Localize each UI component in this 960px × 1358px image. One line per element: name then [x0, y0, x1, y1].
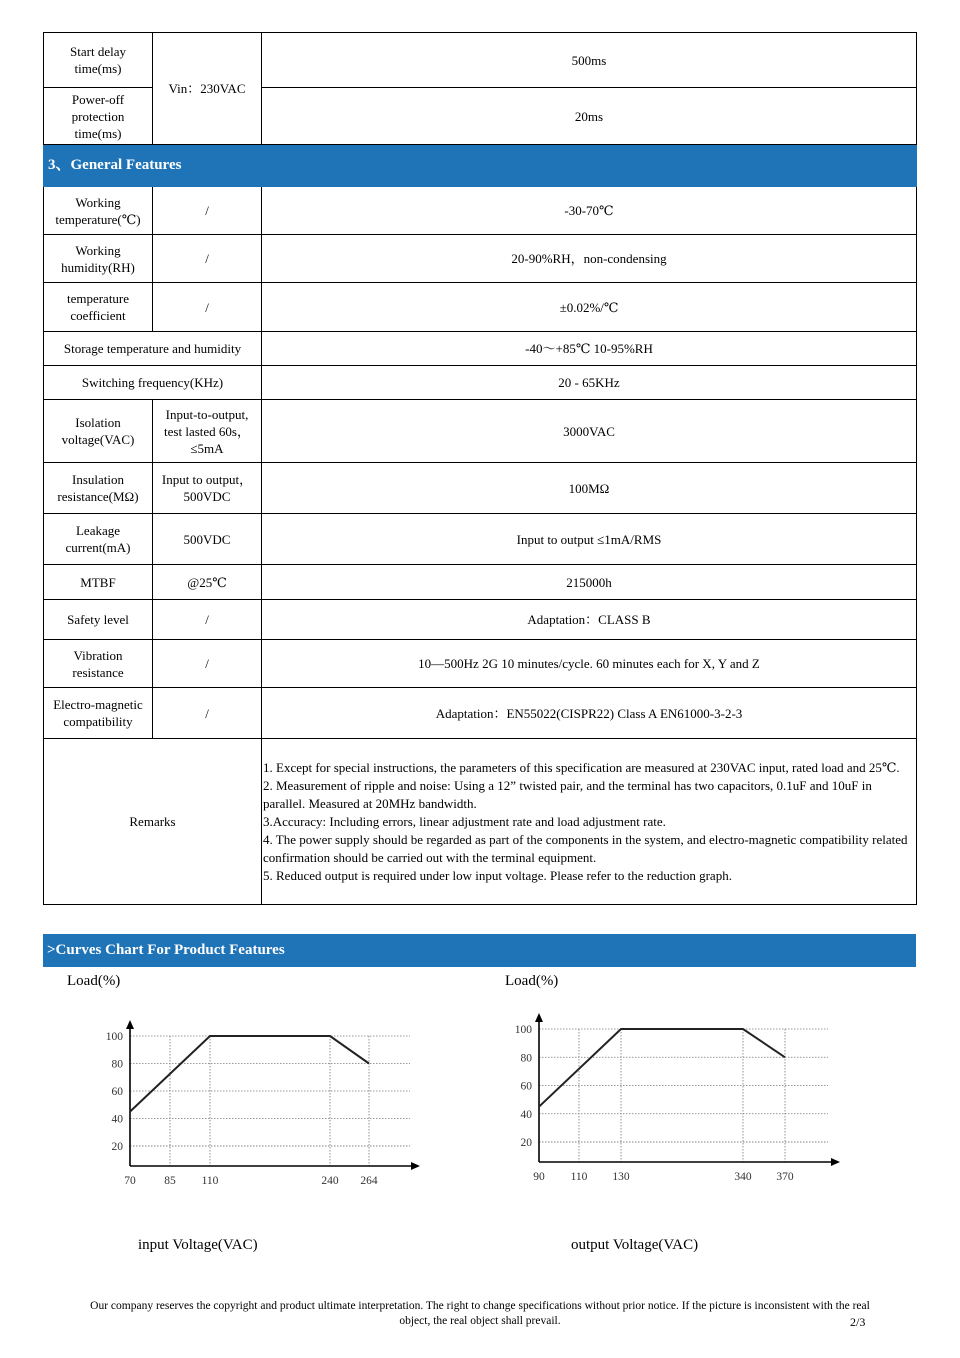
x-tick-label: 70	[124, 1175, 136, 1187]
remark-item: 2. Measurement of ripple and noise: Using a 12” twisted pair, and the terminal has two capacitors, 0.1uF and 10uF in parallel. Measured at 20MHz bandwidth.	[263, 777, 872, 811]
x-tick-label: 85	[164, 1175, 176, 1187]
table-row	[44, 33, 917, 88]
y-tick-label: 100	[514, 1024, 532, 1036]
page-number: 2/3	[850, 1315, 866, 1329]
param-name: Working temperature(℃)	[44, 187, 153, 235]
chart-xlabel-input: input Voltage(VAC)	[138, 1237, 258, 1253]
param-name: Leakage current(mA)	[44, 514, 153, 565]
x-tick-label: 264	[360, 1175, 378, 1187]
table-row	[44, 739, 917, 905]
param-name: MTBF	[44, 565, 153, 600]
y-tick-label: 20	[111, 1141, 123, 1153]
param-name: Isolation voltage(VAC)	[44, 400, 153, 463]
table-row	[44, 235, 917, 283]
param-value: 215000h	[262, 565, 917, 600]
param-condition: 500VDC	[153, 514, 262, 565]
param-name: Safety level	[44, 600, 153, 640]
param-name: Insulation resistance(MΩ)	[44, 463, 153, 514]
remark-item: 4. The power supply should be regarded as part of the components in the system, and electro-magnetic compatibility related confirmation should be carried out with the terminal equipment.	[263, 831, 908, 865]
param-condition: Vin：230VAC	[153, 33, 262, 145]
x-tick-label: 240	[321, 1175, 339, 1187]
param-name: Switching frequency(KHz)	[44, 366, 262, 400]
remarks-label: Remarks	[44, 739, 262, 905]
y-tick-label: 60	[111, 1086, 123, 1098]
table-row	[44, 514, 917, 565]
section-header-row	[44, 145, 917, 187]
param-value: Adaptation：CLASS B	[262, 600, 917, 640]
param-value: 3000VAC	[262, 400, 917, 463]
x-tick-label: 90	[533, 1171, 545, 1183]
param-condition: Input-to-output, test lasted 60s，≤5mA	[153, 400, 262, 463]
chart-ylabel-input: Load(%)	[67, 973, 121, 989]
param-condition: /	[153, 600, 262, 640]
remarks-list	[262, 739, 917, 905]
y-tick-label: 80	[520, 1052, 532, 1065]
param-value: 20ms	[262, 88, 917, 145]
param-value: -40～+85℃ 10-95%RH	[262, 332, 917, 366]
param-value: Adaptation：EN55022(CISPR22) Class A EN61000-3-2-3	[262, 688, 917, 739]
series-line	[130, 1036, 369, 1112]
param-name: Start delay time(ms)	[44, 33, 153, 88]
param-value: 10—500Hz 2G 10 minutes/cycle. 60 minutes each for X, Y and Z	[262, 640, 917, 688]
table-row	[44, 565, 917, 600]
y-tick-label: 40	[520, 1108, 532, 1121]
series-line	[539, 1029, 785, 1107]
param-condition: @25℃	[153, 565, 262, 600]
section-title-general: 3、General Features	[44, 145, 917, 187]
param-condition: /	[153, 235, 262, 283]
table-row	[44, 187, 917, 235]
param-name: Vibration resistance	[44, 640, 153, 688]
remark-item: 3.Accuracy: Including errors, linear adjustment rate and load adjustment rate.	[263, 813, 666, 829]
param-condition: /	[153, 640, 262, 688]
y-tick-label: 80	[111, 1058, 123, 1071]
x-axis-arrow	[411, 1162, 420, 1170]
table-row	[44, 688, 917, 739]
table-row	[44, 400, 917, 463]
x-tick-label: 110	[201, 1175, 219, 1187]
y-tick-label: 40	[111, 1113, 123, 1126]
param-condition: Input to output，500VDC	[153, 463, 262, 514]
param-condition: /	[153, 283, 262, 332]
param-value: 100MΩ	[262, 463, 917, 514]
remark-item: 5. Reduced output is required under low input voltage. Please refer to the reduction graph.	[263, 867, 732, 883]
y-axis-arrow	[535, 1013, 543, 1022]
y-tick-label: 20	[520, 1137, 532, 1149]
y-tick-label: 60	[520, 1080, 532, 1093]
x-tick-label: 340	[734, 1171, 752, 1183]
param-value: 20 - 65KHz	[262, 366, 917, 400]
param-value: Input to output ≤1mA/RMS	[262, 514, 917, 565]
param-name: Power-off protection time(ms)	[44, 88, 153, 145]
chart-xlabel-output: output Voltage(VAC)	[571, 1237, 699, 1253]
y-axis-arrow	[126, 1020, 134, 1029]
x-tick-label: 370	[776, 1171, 794, 1183]
curves-section-title: >Curves Chart For Product Features	[43, 934, 916, 967]
x-tick-label: 110	[570, 1171, 588, 1183]
output-voltage-chart	[495, 1005, 850, 1185]
param-condition: /	[153, 187, 262, 235]
param-value: 500ms	[262, 33, 917, 88]
table-row	[44, 283, 917, 332]
table-row	[44, 463, 917, 514]
input-voltage-chart	[85, 1010, 430, 1190]
param-name: Electro-magnetic compatibility	[44, 688, 153, 739]
param-condition: /	[153, 688, 262, 739]
param-value: ±0.02%/℃	[262, 283, 917, 332]
x-tick-label: 130	[612, 1171, 630, 1183]
y-tick-label: 100	[105, 1031, 123, 1043]
table-row	[44, 640, 917, 688]
table-row	[44, 366, 917, 400]
chart-ylabel-output: Load(%)	[505, 973, 559, 989]
table-row	[44, 332, 917, 366]
param-name: Storage temperature and humidity	[44, 332, 262, 366]
param-name: Working humidity(RH)	[44, 235, 153, 283]
remark-item: 1. Except for special instructions, the parameters of this specification are measured at 230VAC input, rated load and 25℃.	[263, 759, 900, 775]
x-axis-arrow	[831, 1158, 840, 1166]
table-row	[44, 600, 917, 640]
footer-disclaimer: Our company reserves the copyright and product ultimate interpretation. The right to change specifications without prior notice. If the picture is inconsistent with the real object, the real object shall prevail.	[90, 1300, 870, 1327]
spec-table	[43, 32, 917, 905]
param-value: 20-90%RH，non-condensing	[262, 235, 917, 283]
param-value: -30-70℃	[262, 187, 917, 235]
param-name: temperature coefficient	[44, 283, 153, 332]
